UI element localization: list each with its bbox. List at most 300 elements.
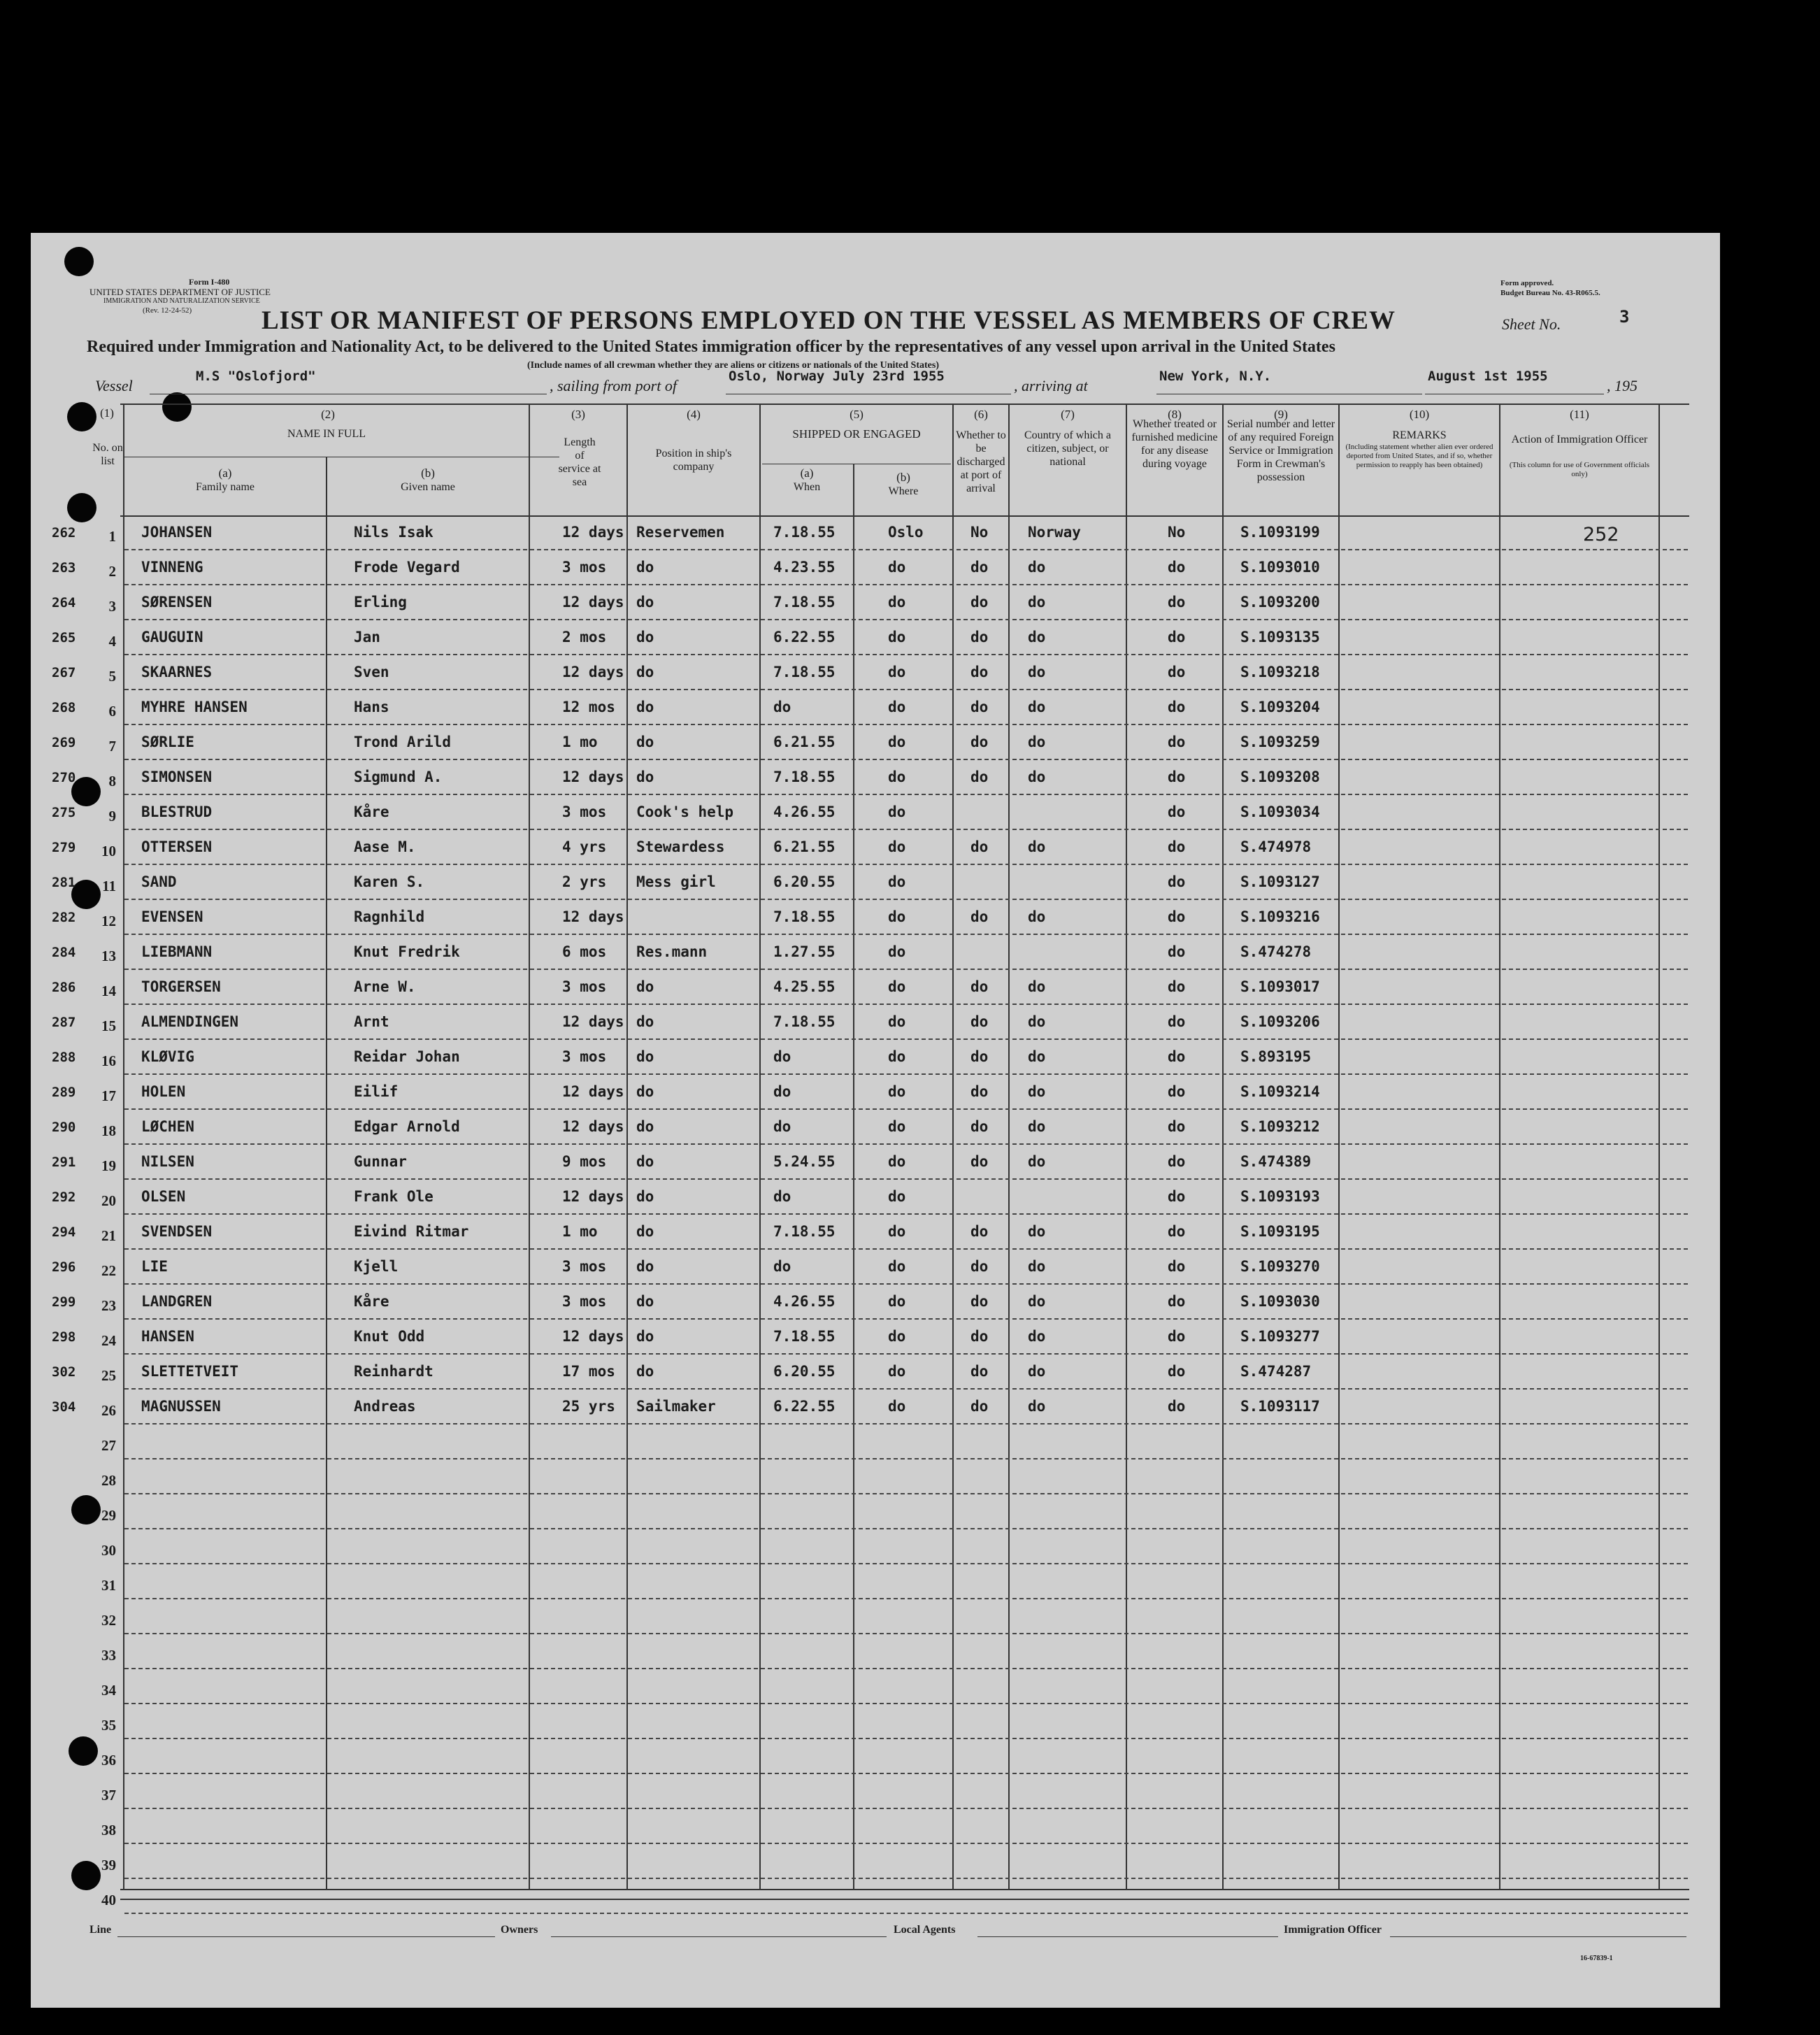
cell-when: 6.20.55 bbox=[773, 1363, 836, 1380]
row-rule bbox=[124, 899, 1688, 900]
cell-when: 7.18.55 bbox=[773, 524, 836, 541]
cell-when: do bbox=[773, 1188, 791, 1205]
cell-serial: S.893195 bbox=[1240, 1048, 1312, 1065]
col1-heading: No. on list bbox=[92, 442, 123, 467]
row-number: 6 bbox=[108, 703, 116, 720]
previous-list-number: 275 bbox=[52, 805, 76, 820]
row-number: 22 bbox=[101, 1262, 116, 1279]
cell-service: 12 days bbox=[562, 1328, 624, 1345]
cell-medicine: do bbox=[1168, 1293, 1186, 1310]
row-rule bbox=[124, 1598, 1688, 1599]
cell-position: do bbox=[636, 769, 654, 785]
previous-list-number: 286 bbox=[52, 980, 76, 995]
cell-serial: S.1093017 bbox=[1240, 978, 1320, 995]
cell-where: do bbox=[888, 978, 906, 995]
sailing-label: , sailing from port of bbox=[550, 377, 677, 394]
previous-list-number: 270 bbox=[52, 770, 76, 785]
cell-serial: S.1093193 bbox=[1240, 1188, 1320, 1205]
col2-heading: NAME IN FULL bbox=[287, 428, 366, 440]
cell-discharge: do bbox=[970, 1258, 989, 1275]
cell-where: do bbox=[888, 1118, 906, 1135]
cell-discharge: do bbox=[970, 1293, 989, 1310]
form-number: Form I-480 bbox=[189, 277, 230, 287]
row-number: 19 bbox=[101, 1157, 116, 1174]
cell-family: SIMONSEN bbox=[141, 769, 213, 785]
cell-service: 12 days bbox=[562, 524, 624, 541]
cell-when: 4.26.55 bbox=[773, 804, 836, 820]
cell-position: do bbox=[636, 629, 654, 645]
cell-discharge: do bbox=[970, 908, 989, 925]
col6-number: (6) bbox=[974, 408, 988, 421]
row-number: 18 bbox=[101, 1122, 116, 1139]
cell-country: do bbox=[1028, 1013, 1046, 1030]
cell-when: 7.18.55 bbox=[773, 1223, 836, 1240]
arrival-port: New York, N.Y. bbox=[1159, 369, 1272, 384]
cell-medicine: do bbox=[1168, 1188, 1186, 1205]
cell-medicine: do bbox=[1168, 978, 1186, 995]
cell-given: Edgar Arnold bbox=[354, 1118, 460, 1135]
cell-given: Knut Fredrik bbox=[354, 943, 460, 960]
row-number: 35 bbox=[101, 1717, 116, 1734]
cell-given: Trond Arild bbox=[354, 734, 452, 750]
cell-service: 12 mos bbox=[562, 699, 615, 715]
cell-when: 1.27.55 bbox=[773, 943, 836, 960]
cell-serial: S.1093199 bbox=[1240, 524, 1320, 541]
cell-medicine: No bbox=[1168, 524, 1186, 541]
cell-serial: S.1093208 bbox=[1240, 769, 1320, 785]
cell-medicine: do bbox=[1168, 734, 1186, 750]
cell-given: Nils Isak bbox=[354, 524, 433, 541]
cell-medicine: do bbox=[1168, 1153, 1186, 1170]
cell-given: Ragnhild bbox=[354, 908, 425, 925]
cell-where: do bbox=[888, 699, 906, 715]
cell-position: do bbox=[636, 1328, 654, 1345]
cell-family: TORGERSEN bbox=[141, 978, 221, 995]
row-number: 7 bbox=[108, 738, 116, 755]
cell-given: Frank Ole bbox=[354, 1188, 433, 1205]
cell-when: do bbox=[773, 1118, 791, 1135]
cell-when: 7.18.55 bbox=[773, 594, 836, 610]
cell-service: 12 days bbox=[562, 769, 624, 785]
form-revision: (Rev. 12-24-52) bbox=[143, 306, 192, 315]
budget-approval-line2: Budget Bureau No. 43-R065.5. bbox=[1500, 289, 1600, 297]
cell-discharge: do bbox=[970, 1328, 989, 1345]
cell-position: do bbox=[636, 699, 654, 715]
cell-given: Sigmund A. bbox=[354, 769, 443, 785]
cell-family: SØRLIE bbox=[141, 734, 194, 750]
cell-where: do bbox=[888, 1398, 906, 1415]
cell-discharge: do bbox=[970, 699, 989, 715]
cell-service: 3 mos bbox=[562, 559, 607, 576]
col5a-number: (a) bbox=[800, 466, 814, 480]
footer-officer-label: Immigration Officer bbox=[1284, 1924, 1382, 1936]
cell-family: VINNENG bbox=[141, 559, 203, 576]
col5-number: (5) bbox=[850, 408, 864, 421]
cell-where: do bbox=[888, 1293, 906, 1310]
row-rule bbox=[124, 584, 1688, 585]
cell-discharge: do bbox=[970, 629, 989, 645]
cell-given: Jan bbox=[354, 629, 380, 645]
col7-heading: Country of which a citizen, subject, or national bbox=[1024, 429, 1111, 468]
row-number: 12 bbox=[101, 913, 116, 929]
cell-serial: S.1093127 bbox=[1240, 873, 1320, 890]
col1-number: (1) bbox=[100, 406, 114, 420]
row-rule bbox=[124, 1913, 1688, 1914]
cell-family: MYHRE HANSEN bbox=[141, 699, 248, 715]
cell-country: do bbox=[1028, 838, 1046, 855]
agency-name: UNITED STATES DEPARTMENT OF JUSTICE bbox=[89, 287, 271, 297]
cell-when: 4.25.55 bbox=[773, 978, 836, 995]
previous-list-number: 279 bbox=[52, 840, 76, 855]
cell-where: do bbox=[888, 769, 906, 785]
cell-given: Eilif bbox=[354, 1083, 399, 1100]
cell-service: 3 mos bbox=[562, 1048, 607, 1065]
cell-when: 6.21.55 bbox=[773, 838, 836, 855]
row-number: 28 bbox=[101, 1472, 116, 1489]
cell-medicine: do bbox=[1168, 943, 1186, 960]
previous-list-number: 296 bbox=[52, 1259, 76, 1275]
cell-given: Aase M. bbox=[354, 838, 416, 855]
cell-when: 4.26.55 bbox=[773, 1293, 836, 1310]
row-number: 23 bbox=[101, 1297, 116, 1314]
cell-where: do bbox=[888, 1363, 906, 1380]
previous-list-number: 302 bbox=[52, 1364, 76, 1380]
cell-discharge: No bbox=[970, 524, 989, 541]
row-rule bbox=[124, 549, 1688, 550]
cell-country: do bbox=[1028, 1258, 1046, 1275]
cell-serial: S.1093010 bbox=[1240, 559, 1320, 576]
col9-number: (9) bbox=[1274, 408, 1288, 421]
cell-serial: S.1093030 bbox=[1240, 1293, 1320, 1310]
col2b-number: (b) bbox=[421, 466, 435, 480]
previous-list-number: 288 bbox=[52, 1050, 76, 1065]
cell-discharge: do bbox=[970, 1398, 989, 1415]
previous-list-number: 265 bbox=[52, 630, 76, 645]
cell-given: Arne W. bbox=[354, 978, 416, 995]
col10-number: (10) bbox=[1409, 408, 1430, 421]
cell-family: ALMENDINGEN bbox=[141, 1013, 239, 1030]
row-rule bbox=[124, 724, 1688, 725]
cell-discharge: do bbox=[970, 1083, 989, 1100]
col8-number: (8) bbox=[1168, 408, 1182, 421]
cell-position: do bbox=[636, 1188, 654, 1205]
row-rule bbox=[124, 1178, 1688, 1180]
row-rule bbox=[124, 1388, 1688, 1390]
row-rule bbox=[124, 1528, 1688, 1529]
cell-given: Frode Vegard bbox=[354, 559, 460, 576]
previous-list-number: 282 bbox=[52, 910, 76, 925]
row-rule bbox=[124, 1353, 1688, 1355]
cell-position: Cook's help bbox=[636, 804, 734, 820]
cell-given: Hans bbox=[354, 699, 389, 715]
cell-country: do bbox=[1028, 1223, 1046, 1240]
cell-country: do bbox=[1028, 559, 1046, 576]
cell-where: do bbox=[888, 804, 906, 820]
row-number: 9 bbox=[108, 808, 116, 824]
col2a-heading: Family name bbox=[196, 481, 255, 493]
row-rule bbox=[124, 1248, 1688, 1250]
cell-when: 7.18.55 bbox=[773, 1328, 836, 1345]
previous-list-number: 264 bbox=[52, 595, 76, 610]
previous-list-number: 289 bbox=[52, 1085, 76, 1100]
row-number: 4 bbox=[108, 633, 116, 650]
cell-country: do bbox=[1028, 978, 1046, 995]
cell-where: do bbox=[888, 1083, 906, 1100]
row-rule bbox=[124, 1493, 1688, 1494]
row-number: 40 bbox=[101, 1892, 116, 1908]
cell-serial: S.1093218 bbox=[1240, 664, 1320, 680]
arrival-date: August 1st 1955 bbox=[1428, 369, 1548, 384]
row-rule bbox=[124, 1633, 1688, 1634]
cell-medicine: do bbox=[1168, 1258, 1186, 1275]
cell-position: Mess girl bbox=[636, 873, 716, 890]
row-rule bbox=[124, 969, 1688, 970]
cell-given: Kåre bbox=[354, 1293, 389, 1310]
cell-discharge: do bbox=[970, 734, 989, 750]
cell-where: do bbox=[888, 594, 906, 610]
row-number: 26 bbox=[101, 1402, 116, 1419]
cell-serial: S.1093259 bbox=[1240, 734, 1320, 750]
col11-heading: Action of Immigration Officer bbox=[1511, 434, 1648, 445]
cell-medicine: do bbox=[1168, 629, 1186, 645]
previous-list-number: 268 bbox=[52, 700, 76, 715]
cell-when: do bbox=[773, 1258, 791, 1275]
cell-position: do bbox=[636, 1013, 654, 1030]
row-number: 3 bbox=[108, 598, 116, 615]
cell-service: 2 mos bbox=[562, 629, 607, 645]
previous-list-number: 281 bbox=[52, 875, 76, 890]
row-rule bbox=[124, 1423, 1688, 1424]
print-code: 16-67839-1 bbox=[1580, 1955, 1613, 1962]
cell-family: KLØVIG bbox=[141, 1048, 194, 1065]
cell-medicine: do bbox=[1168, 838, 1186, 855]
cell-medicine: do bbox=[1168, 1048, 1186, 1065]
col11-number: (11) bbox=[1570, 408, 1589, 421]
cell-country: do bbox=[1028, 594, 1046, 610]
cell-country: do bbox=[1028, 734, 1046, 750]
row-rule bbox=[124, 1668, 1688, 1669]
cell-when: 6.22.55 bbox=[773, 629, 836, 645]
cell-service: 3 mos bbox=[562, 978, 607, 995]
row-number: 14 bbox=[101, 983, 116, 999]
cell-serial: S.1093206 bbox=[1240, 1013, 1320, 1030]
cell-family: SØRENSEN bbox=[141, 594, 213, 610]
cell-discharge: do bbox=[970, 664, 989, 680]
row-number: 21 bbox=[101, 1227, 116, 1244]
row-number: 25 bbox=[101, 1367, 116, 1384]
row-number: 2 bbox=[108, 563, 116, 580]
cell-where: do bbox=[888, 838, 906, 855]
cell-country: do bbox=[1028, 629, 1046, 645]
row-rule bbox=[124, 1143, 1688, 1145]
cell-position: do bbox=[636, 734, 654, 750]
previous-list-number: 290 bbox=[52, 1120, 76, 1135]
sheet-number-label: Sheet No. bbox=[1502, 315, 1561, 333]
previous-list-number: 292 bbox=[52, 1190, 76, 1205]
cell-family: SAND bbox=[141, 873, 177, 890]
cell-when: do bbox=[773, 1083, 791, 1100]
col3-heading: Length of service at sea bbox=[558, 436, 601, 488]
cell-medicine: do bbox=[1168, 559, 1186, 576]
cell-medicine: do bbox=[1168, 1398, 1186, 1415]
row-rule bbox=[124, 1213, 1688, 1215]
cell-service: 12 days bbox=[562, 664, 624, 680]
cell-when: do bbox=[773, 699, 791, 715]
cell-position: Res.mann bbox=[636, 943, 708, 960]
cell-service: 12 days bbox=[562, 908, 624, 925]
cell-when: 5.24.55 bbox=[773, 1153, 836, 1170]
cell-serial: S.1093270 bbox=[1240, 1258, 1320, 1275]
cell-family: LØCHEN bbox=[141, 1118, 194, 1135]
cell-medicine: do bbox=[1168, 804, 1186, 820]
cell-given: Kjell bbox=[354, 1258, 399, 1275]
previous-list-number: 304 bbox=[52, 1399, 76, 1415]
cell-medicine: do bbox=[1168, 1223, 1186, 1240]
row-number: 32 bbox=[101, 1612, 116, 1629]
vessel-label: Vessel bbox=[95, 377, 133, 394]
cell-country: Norway bbox=[1028, 524, 1081, 541]
row-number: 38 bbox=[101, 1822, 116, 1838]
cell-medicine: do bbox=[1168, 699, 1186, 715]
cell-where: do bbox=[888, 629, 906, 645]
row-number: 36 bbox=[101, 1752, 116, 1769]
cell-where: do bbox=[888, 1258, 906, 1275]
cell-serial: S.474278 bbox=[1240, 943, 1312, 960]
cell-family: BLESTRUD bbox=[141, 804, 213, 820]
cell-serial: S.474389 bbox=[1240, 1153, 1312, 1170]
budget-approval-line1: Form approved. bbox=[1500, 279, 1554, 287]
cell-serial: S.1093216 bbox=[1240, 908, 1320, 925]
footer-agents-label: Local Agents bbox=[894, 1924, 956, 1936]
row-rule bbox=[124, 689, 1688, 690]
previous-list-number: 298 bbox=[52, 1329, 76, 1345]
cell-position: do bbox=[636, 594, 654, 610]
cell-country: do bbox=[1028, 1398, 1046, 1415]
cell-service: 17 mos bbox=[562, 1363, 615, 1380]
cell-where: do bbox=[888, 873, 906, 890]
cell-family: OTTERSEN bbox=[141, 838, 213, 855]
cell-given: Gunnar bbox=[354, 1153, 407, 1170]
row-number: 16 bbox=[101, 1052, 116, 1069]
cell-family: SKAARNES bbox=[141, 664, 213, 680]
previous-list-number: 299 bbox=[52, 1294, 76, 1310]
cell-given: Andreas bbox=[354, 1398, 416, 1415]
cell-given: Kåre bbox=[354, 804, 389, 820]
col2-number: (2) bbox=[321, 408, 335, 421]
cell-given: Reinhardt bbox=[354, 1363, 433, 1380]
cell-medicine: do bbox=[1168, 1328, 1186, 1345]
cell-serial: S.1093195 bbox=[1240, 1223, 1320, 1240]
col6-heading: Whether to be discharged at port of arrival bbox=[956, 429, 1006, 494]
cell-service: 4 yrs bbox=[562, 838, 607, 855]
footer-owners-label: Owners bbox=[501, 1924, 538, 1936]
year-suffix: , 195 bbox=[1607, 377, 1638, 394]
row-rule bbox=[124, 1073, 1688, 1075]
row-rule bbox=[124, 1458, 1688, 1459]
cell-discharge: do bbox=[970, 1153, 989, 1170]
cell-where: do bbox=[888, 943, 906, 960]
col5a-heading: When bbox=[793, 481, 821, 493]
cell-family: HOLEN bbox=[141, 1083, 186, 1100]
punch-hole bbox=[67, 493, 96, 522]
cell-country: do bbox=[1028, 1293, 1046, 1310]
cell-family: EVENSEN bbox=[141, 908, 203, 925]
cell-given: Reidar Johan bbox=[354, 1048, 460, 1065]
cell-family: HANSEN bbox=[141, 1328, 194, 1345]
cell-when: 7.18.55 bbox=[773, 664, 836, 680]
cell-where: do bbox=[888, 1188, 906, 1205]
footer-line-label: Line bbox=[89, 1924, 112, 1936]
col4-number: (4) bbox=[687, 408, 701, 421]
cell-serial: S.474978 bbox=[1240, 838, 1312, 855]
cell-when: 4.23.55 bbox=[773, 559, 836, 576]
cell-medicine: do bbox=[1168, 769, 1186, 785]
cell-when: 7.18.55 bbox=[773, 769, 836, 785]
row-rule bbox=[124, 654, 1688, 655]
cell-position: do bbox=[636, 664, 654, 680]
col4-heading: Position in ship's company bbox=[655, 448, 732, 473]
cell-country: do bbox=[1028, 769, 1046, 785]
previous-list-number: 287 bbox=[52, 1015, 76, 1030]
cell-position: do bbox=[636, 1048, 654, 1065]
row-rule bbox=[124, 1878, 1688, 1879]
cell-medicine: do bbox=[1168, 1013, 1186, 1030]
row-rule bbox=[124, 619, 1688, 620]
previous-list-number: 284 bbox=[52, 945, 76, 960]
cell-position: do bbox=[636, 1118, 654, 1135]
cell-service: 25 yrs bbox=[562, 1398, 615, 1415]
cell-service: 3 mos bbox=[562, 1293, 607, 1310]
cell-country: do bbox=[1028, 1363, 1046, 1380]
row-rule bbox=[124, 1283, 1688, 1285]
cell-when: 6.20.55 bbox=[773, 873, 836, 890]
cell-position: do bbox=[636, 1083, 654, 1100]
cell-service: 12 days bbox=[562, 1083, 624, 1100]
cell-action: 252 bbox=[1583, 524, 1619, 545]
row-number: 30 bbox=[101, 1542, 116, 1559]
cell-family: GAUGUIN bbox=[141, 629, 203, 645]
cell-discharge: do bbox=[970, 594, 989, 610]
cell-serial: S.1093204 bbox=[1240, 699, 1320, 715]
cell-service: 3 mos bbox=[562, 1258, 607, 1275]
cell-discharge: do bbox=[970, 1118, 989, 1135]
cell-medicine: do bbox=[1168, 1083, 1186, 1100]
include-note: (Include names of all crewman whether they are aliens or citizens or nationals of the United States) bbox=[527, 360, 939, 371]
cell-serial: S.1093117 bbox=[1240, 1398, 1320, 1415]
cell-position: do bbox=[636, 559, 654, 576]
cell-where: do bbox=[888, 1223, 906, 1240]
cell-country: do bbox=[1028, 1328, 1046, 1345]
row-rule bbox=[124, 1108, 1688, 1110]
cell-given: Arnt bbox=[354, 1013, 389, 1030]
col9-heading: Serial number and letter of any required Foreign Service or Immigration Form in Crewman's possession bbox=[1226, 418, 1335, 483]
cell-when: 6.21.55 bbox=[773, 734, 836, 750]
previous-list-number: 269 bbox=[52, 735, 76, 750]
cell-where: do bbox=[888, 1153, 906, 1170]
punch-hole bbox=[64, 247, 94, 276]
previous-list-number: 294 bbox=[52, 1224, 76, 1240]
previous-list-number: 267 bbox=[52, 665, 76, 680]
row-number: 10 bbox=[101, 843, 116, 859]
cell-serial: S.1093214 bbox=[1240, 1083, 1320, 1100]
row-rule bbox=[124, 1738, 1688, 1739]
cell-serial: S.1093034 bbox=[1240, 804, 1320, 820]
cell-when: 7.18.55 bbox=[773, 1013, 836, 1030]
previous-list-number: 262 bbox=[52, 525, 76, 541]
row-number: 27 bbox=[101, 1437, 116, 1454]
row-rule bbox=[124, 1318, 1688, 1320]
form-subtitle: Required under Immigration and Nationality Act, to be delivered to the United States immigration officer by the representatives of any vessel upon arrival in the United States bbox=[87, 338, 1335, 356]
